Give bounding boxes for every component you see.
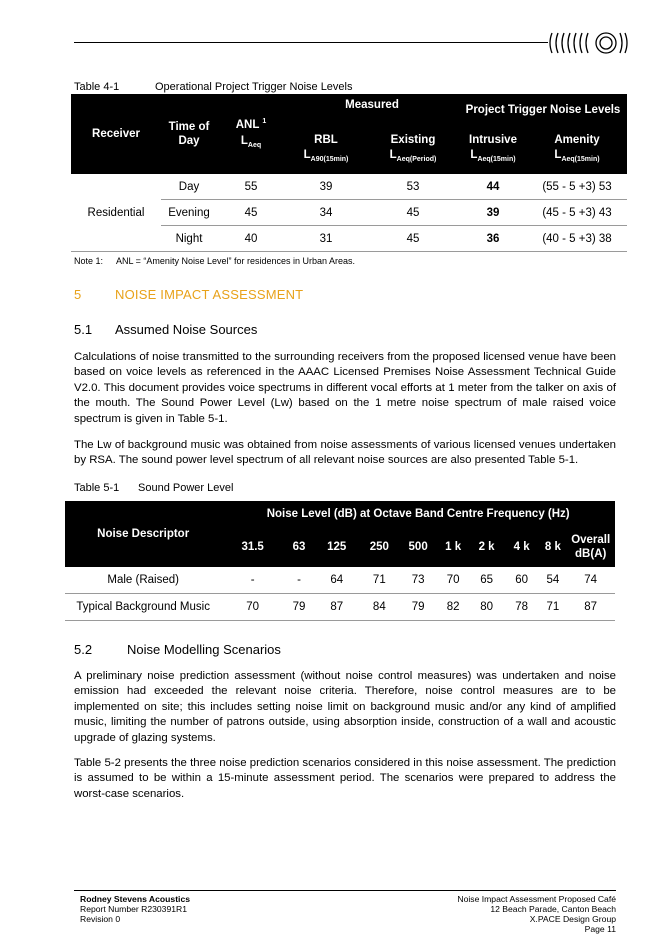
section-5-2-number: 5.2 [74,642,93,657]
footer-report-number: Report Number R230391R1 [80,904,188,914]
header-freq-1k: 1 k [437,527,469,567]
header-time-of-day: Time of Day [161,94,217,174]
footer-revision: Revision 0 [80,914,121,924]
header-freq-250: 250 [359,527,399,567]
header-rule [74,42,548,43]
footer-company: Rodney Stevens Acoustics [80,894,191,904]
section-5-2-paragraph-1: A preliminary noise prediction assessment (without noise control measures) was undertaken and noise emission had exceeded the relevant noise criteria. Therefore, noise control measures are to be implemented on site; this includes setting noise limit on background music and/or any kind of amplified music, limiting the number of patrons outside, using absorption inside, construction of a wall and acoustic upgrade of glazing systems. [74,670,616,744]
section-5-1-paragraph-2: The Lw of background music was obtained from noise assessments of various licensed venues undertaken by RSA. The sound power level spectrum of all relevant noise sources are also presented Table 5-1. [74,439,616,467]
amenity-cell: (40 - 5 +3) 38 [527,226,627,252]
table-4-1-caption-title: Operational Project Trigger Noise Levels [155,81,353,93]
value-cell: 79 [399,594,437,621]
value-cell: - [221,567,284,594]
value-cell: 65 [469,567,504,594]
header-anl-note-ref: 1 [262,118,267,125]
anl-cell: 40 [217,226,285,252]
header-amenity-sub: Aeq(15min) [561,155,600,163]
header-existing-label: Existing [390,133,436,146]
intrusive-cell: 44 [459,174,527,200]
header-freq-63: 63 [284,527,314,567]
anl-cell: 55 [217,174,285,200]
overall-cell: 74 [566,567,615,594]
existing-cell: 45 [367,200,459,226]
value-cell: 54 [539,567,566,594]
section-5-1-number: 5.1 [74,322,93,337]
intrusive-cell: 39 [459,200,527,226]
trigger-noise-table [71,94,627,252]
section-5-number: 5 [74,287,82,302]
header-amenity-l: L [554,148,562,161]
header-rbl-sub: A90(15min) [310,155,349,163]
header-project-trigger: Project Trigger Noise Levels [459,94,627,125]
time-cell: Evening [161,200,217,226]
section-5-2-paragraph-2: Table 5-2 presents the three noise prediction scenarios considered in this noise assessment. The prediction is assumed to be within a 15-minute assessment period. The scenarios were prepared to address the worst-case scenarios. [74,757,616,800]
value-cell: 73 [399,567,437,594]
footer-client: X.PACE Design Group [529,914,616,924]
header-noise-descriptor: Noise Descriptor [65,501,221,567]
header-existing-l: L [389,148,397,161]
value-cell: 80 [469,594,504,621]
value-cell: 70 [221,594,284,621]
intrusive-cell: 36 [459,226,527,252]
table-5-1-caption-number: Table 5-1 [74,482,120,494]
header-existing-sub: Aeq(Period) [396,155,437,163]
rbl-cell: 34 [285,200,367,226]
time-cell: Night [161,226,217,252]
footer-page-number: Page 11 [584,924,616,934]
header-freq-4k: 4 k [504,527,540,567]
company-logo-icon [548,30,628,56]
table-row [71,174,627,200]
value-cell: 71 [359,567,399,594]
header-receiver: Receiver [71,94,161,174]
header-anl-sub: Aeq [247,142,262,149]
header-anl-label: ANL [235,119,260,131]
header-octave-band-group: Noise Level (dB) at Octave Band Centre Frequency (Hz) [221,501,615,527]
header-intrusive-sub: Aeq(15min) [477,155,516,163]
value-cell: 79 [284,594,314,621]
rbl-cell: 39 [285,174,367,200]
section-5-1-title: Assumed Noise Sources [115,322,258,337]
header-rbl-l: L [303,148,311,161]
header-anl-l: L [240,135,248,147]
sound-power-table [65,501,615,621]
header-measured: Measured [285,94,459,125]
amenity-cell: (45 - 5 +3) 43 [527,200,627,226]
section-5-title: NOISE IMPACT ASSESSMENT [115,287,304,302]
table-note-text: ANL = “Amenity Noise Level” for residences in Urban Areas. [116,256,356,266]
header-rbl-label: RBL [314,133,338,146]
value-cell: 87 [314,594,359,621]
table-5-1-caption-title: Sound Power Level [138,482,234,494]
header-freq-31-5: 31.5 [221,527,284,567]
table-note-label: Note 1: [74,256,104,266]
table-row [65,594,615,621]
existing-cell: 53 [367,174,459,200]
value-cell: 60 [504,567,540,594]
existing-cell: 45 [367,226,459,252]
descriptor-cell: Male (Raised) [65,567,221,594]
header-amenity [527,125,627,174]
header-amenity-label: Amenity [554,133,600,146]
section-5-2-title: Noise Modelling Scenarios [127,642,281,657]
header-freq-500: 500 [399,527,437,567]
value-cell: 71 [539,594,566,621]
header-freq-8k: 8 k [539,527,566,567]
header-freq-2k: 2 k [469,527,504,567]
value-cell: 70 [437,567,469,594]
overall-cell: 87 [566,594,615,621]
footer-document-title: Noise Impact Assessment Proposed Café [457,894,616,904]
value-cell: 78 [504,594,540,621]
header-existing [367,125,459,174]
header-freq-125: 125 [314,527,359,567]
section-5-1-paragraph-1: Calculations of noise transmitted to the surrounding receivers from the proposed licensed venue have been based on voice levels as referenced in the AAAC Licensed Premises Noise Assessment Technical Guide V2.0. This document provides voice spectrums in different vocal efforts at 1 meter from the talker on axis of the mouth. The Sound Power Level (Lw) based on the 1 metre noise spectrum of male raised voice spectrum is given in Table 5-1. [74,351,616,425]
footer-address: 12 Beach Parade, Canton Beach [490,904,616,914]
header-intrusive-l: L [470,148,478,161]
time-cell: Day [161,174,217,200]
value-cell: - [284,567,314,594]
header-overall: Overall dB(A) [566,527,615,567]
amenity-cell: (55 - 5 +3) 53 [527,174,627,200]
header-intrusive-label: Intrusive [469,133,517,146]
header-rbl [285,125,367,174]
value-cell: 64 [314,567,359,594]
receiver-cell: Residential [71,174,161,252]
descriptor-cell: Typical Background Music [65,594,221,621]
footer-rule [74,890,616,891]
header-intrusive [459,125,527,174]
table-row [65,567,615,594]
rbl-cell: 31 [285,226,367,252]
anl-cell: 45 [217,200,285,226]
table-4-1-caption-number: Table 4-1 [74,81,120,93]
value-cell: 84 [359,594,399,621]
header-anl [217,94,285,174]
value-cell: 82 [437,594,469,621]
